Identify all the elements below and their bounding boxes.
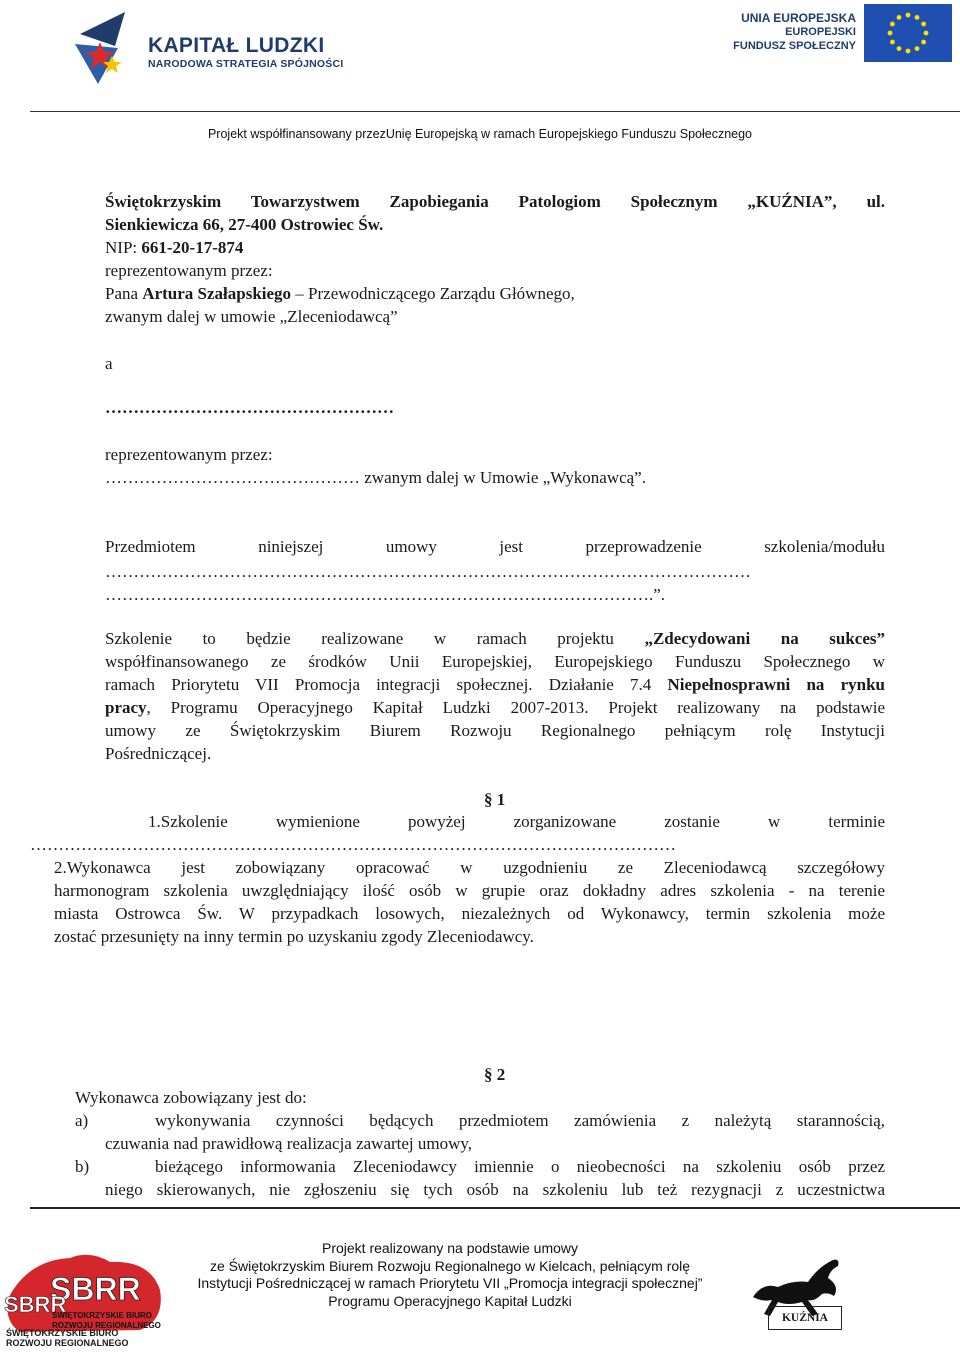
footer-line: Projekt realizowany na podstawie umowy	[321, 1240, 578, 1256]
sbrr-logo-text: SBRR	[50, 1271, 141, 1307]
footer-divider	[30, 1207, 960, 1209]
eu-star-icon	[906, 49, 911, 54]
and-connector: a	[105, 354, 113, 373]
nip-value: 661-20-17-874	[141, 238, 244, 257]
list-item-b: bieżącego informowania Zleceniodawcy imiennie o nieobecności na szkoleniu osób przez	[155, 1157, 885, 1176]
representative-name: Artura Szałapskiego	[142, 284, 292, 303]
sbrr-logo-text-small: SBRR	[4, 1292, 67, 1317]
section1-item1: 1.Szkolenie wymienione powyżej zorganizowane zostanie w terminie	[148, 812, 885, 831]
section1-heading: § 1	[484, 790, 506, 809]
eu-star-icon	[888, 31, 893, 36]
party2-rep-label: reprezentowanym przez:	[105, 445, 273, 464]
section1-date-blank: ……………………………………………………………………………………………………	[30, 835, 676, 854]
subject-word: szkolenia/modułu	[764, 537, 886, 556]
pana-text: Pana	[105, 284, 143, 303]
eu-star-icon	[915, 46, 920, 51]
sbrr-caption	[6, 1328, 129, 1348]
item2-line: zostać przesunięty na inny termin po uzyskaniu zgody Zleceniodawcy.	[54, 927, 534, 946]
section2-intro: Wykonawca zobowiązany jest do:	[75, 1088, 307, 1107]
training-line: umowy ze Świętokrzyskim Biurem Rozwoju Regionalnego pełniącym rolę Instytucji	[105, 721, 885, 740]
kl-logo-name: KAPITAŁ LUDZKI	[148, 34, 325, 57]
section1-item2	[54, 856, 885, 948]
list-item-a: wykonywania czynności będących przedmiotem zamówienia z należytą starannością,	[155, 1111, 885, 1130]
sbrr-caption-inner-1: ŚWIĘTOKRZYSKIE BIURO	[52, 1311, 152, 1320]
party1-nip	[105, 236, 243, 259]
training-text: Szkolenie to będzie realizowane w ramach projektu	[105, 629, 645, 648]
measure-name: Niepełnosprawni na rynku	[667, 675, 885, 694]
training-line: Pośredniczącej.	[105, 744, 212, 763]
eu-label-line3: FUNDUSZ SPOŁECZNY	[733, 40, 856, 52]
eu-label-line1: UNIA EUROPEJSKA	[741, 11, 856, 25]
header-divider	[30, 111, 960, 112]
party2-name-blank: ……………………………………………	[105, 398, 394, 417]
eu-star-icon	[897, 46, 902, 51]
subject-line	[105, 535, 885, 558]
party1-called: zwanym dalej w umowie „Zleceniodawcą”	[105, 307, 398, 326]
party1-line2: Sienkiewicza 66, 27-400 Ostrowiec Św.	[105, 215, 384, 234]
subject-blank-line1: ……………………………………………………………………………………………………	[105, 562, 751, 581]
list-label-a: a)	[75, 1111, 89, 1130]
section2-heading: § 2	[484, 1065, 506, 1084]
subject-blank-line2: …………………………………………………………………………………….”.	[105, 585, 666, 604]
subject-word: umowy	[385, 537, 437, 556]
eu-star-icon	[924, 31, 929, 36]
eu-star-icon	[921, 40, 926, 45]
eu-star-icon	[890, 40, 895, 45]
footer-line: Instytucji Pośredniczącej w ramach Priorytetu VII „Promocja integracji społecznej”	[197, 1275, 703, 1291]
footer-line: ze Świętokrzyskim Biurem Rozwoju Regionalnego w Kielcach, pełniącym rolę	[209, 1257, 691, 1274]
training-line	[105, 673, 885, 696]
footer-line: Programu Operacyjnego Kapitał Ludzki	[328, 1292, 572, 1309]
training-line: współfinansowanego ze środków Unii Europejskiej, Europejskiego Funduszu Społecznego w	[105, 652, 885, 671]
footer-note	[170, 1240, 730, 1310]
eu-fund-label	[700, 11, 856, 53]
subject-word: jest	[499, 537, 524, 556]
subject-word: przeprowadzenie	[585, 537, 702, 556]
eu-flag-icon	[864, 4, 952, 62]
cofinance-note: Projekt współfinansowany przezUnię Europejską w ramach Europejskiego Funduszu Społecznego	[207, 127, 753, 141]
list-item-b-cont: niego skierowanych, nie zgłoszeniu się tych osób na szkoleniu lub też rezygnacji z uczestnictwa	[105, 1180, 885, 1199]
eu-star-icon	[906, 13, 911, 18]
sbrr-caption-line2: ROZWOJU REGIONALNEGO	[6, 1338, 129, 1348]
nip-label: NIP:	[105, 238, 142, 257]
item2-line: harmonogram szkolenia uwzględniający ilość osób w grupie oraz dokładny adres szkolenia - na terenie	[54, 881, 885, 900]
project-name: „Zdecydowani na sukces”	[644, 629, 885, 648]
representative-role: – Przewodniczącego Zarządu Głównego,	[291, 284, 575, 303]
eu-star-icon	[890, 22, 895, 27]
list-item-a-cont: czuwania nad prawidłową realizacja zawartej umowy,	[105, 1134, 473, 1153]
party2-called: ……………………………………… zwanym dalej w Umowie „Wykonawcą”.	[105, 468, 646, 487]
party1-line1: Świętokrzyskim Towarzystwem Zapobiegania Patologiom Społecznym „KUŹNIA”, ul.	[105, 192, 885, 211]
sbrr-caption-inner-2: ROZWOJU REGIONALNEGO	[52, 1321, 161, 1330]
subject-word: Przedmiotem	[105, 537, 196, 556]
item2-line: miasta Ostrowca Św. W przypadkach losowych, niezależnych od Wykonawcy, termin szkolenia może	[54, 904, 885, 923]
kuznia-logo-label: KUŹNIA	[768, 1306, 842, 1330]
list-label-b: b)	[75, 1157, 90, 1176]
kl-logo-subtitle: NARODOWA STRATEGIA SPÓJNOŚCI	[148, 58, 344, 70]
training-line	[105, 627, 885, 650]
eu-star-icon	[915, 15, 920, 20]
sbrr-caption-line1: ŚWIĘTOKRZYSKIE BIURO	[6, 1328, 119, 1338]
party1-representative	[105, 282, 575, 305]
training-paragraph	[105, 627, 885, 765]
eu-label-line2: EUROPEJSKI	[785, 26, 856, 38]
training-text: , Programu Operacyjnego Kapitał Ludzki 2007-2013. Projekt realizowany na podstawie	[146, 698, 885, 717]
training-line	[105, 696, 885, 719]
eu-star-icon	[921, 22, 926, 27]
eu-star-icon	[897, 15, 902, 20]
item2-line: 2.Wykonawca jest zobowiązany opracować w uzgodnieniu ze Zleceniodawcą szczegółowy	[54, 858, 885, 877]
training-text: ramach Priorytetu VII Promocja integracji społecznej. Działanie 7.4	[105, 675, 668, 694]
subject-word: niniejszej	[258, 537, 324, 556]
measure-name-end: pracy	[105, 698, 147, 717]
party1-rep-label: reprezentowanym przez:	[105, 261, 273, 280]
